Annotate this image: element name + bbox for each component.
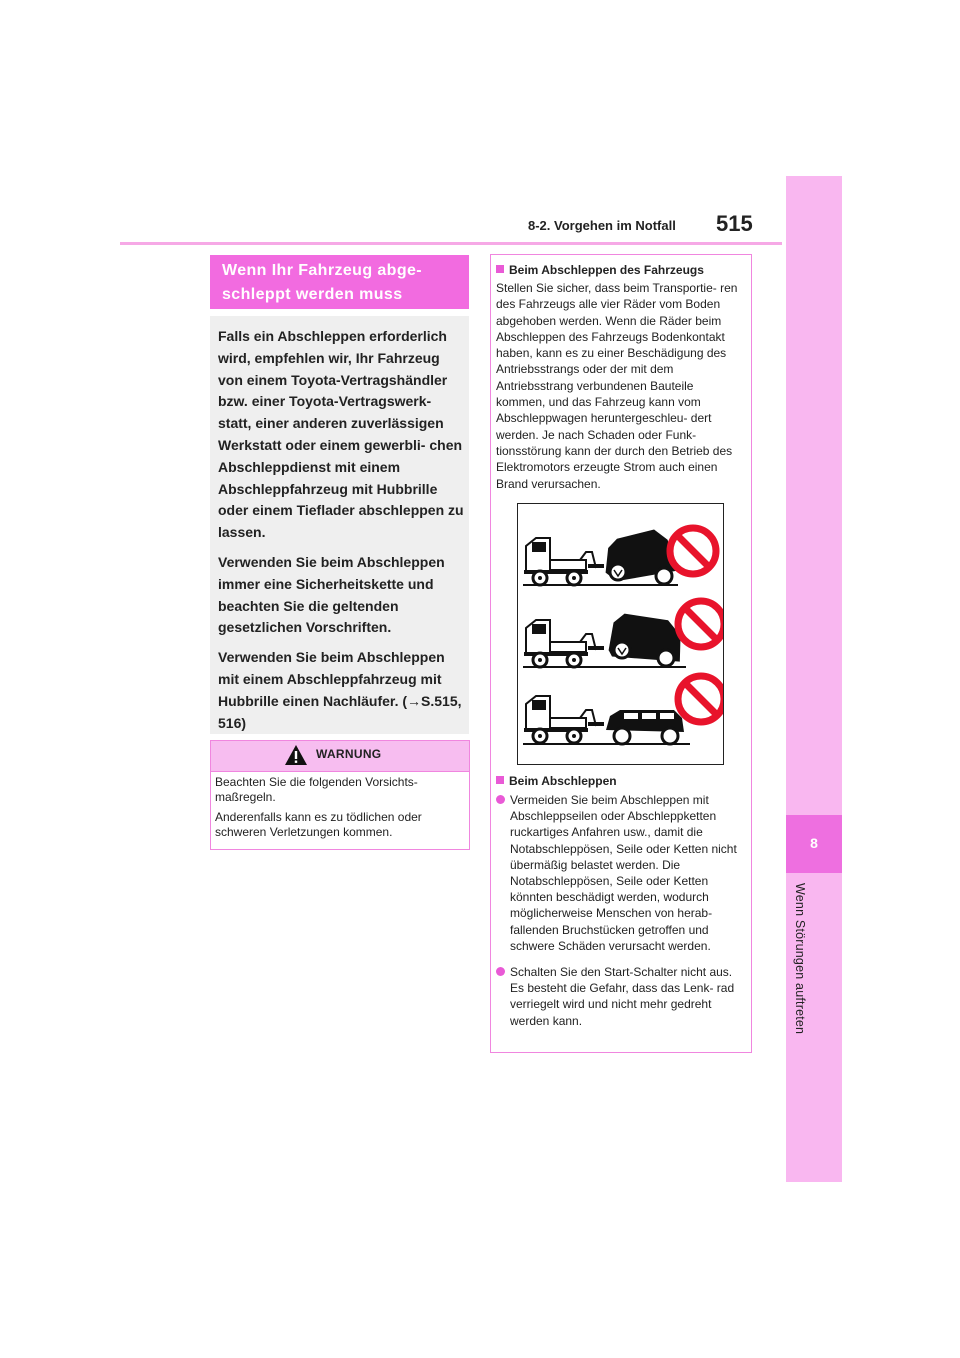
- towing-prohibited-illustration: [517, 503, 724, 765]
- page-number: 515: [716, 211, 753, 236]
- warning-triangle-icon: [284, 744, 308, 766]
- intro-paragraph-1: Falls ein Abschleppen erforderlich wird, empfehlen wir, Ihr Fahrzeug von einem Toyota-Vertragshändler bzw. einer Toyota-Vertragswerk- statt, einer anderen zuverlässigen Werkstatt oder einem gewerbli- chen Abschleppdienst mit einem Abschleppfahrzeug mit Hubbrille oder einem Tieflader abschleppen zu lassen.: [218, 328, 464, 541]
- bullet-item: [496, 964, 746, 1029]
- section-title: Wenn Ihr Fahrzeug abge- schleppt werden muss: [222, 262, 423, 303]
- round-bullet-icon: [496, 967, 505, 976]
- heading-towing: [496, 774, 617, 788]
- bullet-item: [496, 792, 746, 954]
- towing-scene-3: [523, 676, 724, 744]
- towing-scene-2: [523, 601, 724, 667]
- bullet-text: Schalten Sie den Start-Schalter nicht aus.: [510, 965, 733, 979]
- bullet-text-continued: Es besteht die Gefahr, dass das Lenk- rad verriegelt wird und nicht mehr gedreht werden kann.: [510, 981, 735, 1028]
- square-bullet-icon: [496, 265, 504, 273]
- header-divider: [120, 242, 782, 245]
- heading-towing-vehicle-text: Beim Abschleppen des Fahrzeugs: [509, 263, 704, 277]
- intro-text: [218, 326, 466, 742]
- warning-body: [215, 775, 465, 845]
- heading-towing-text: Beim Abschleppen: [509, 774, 617, 788]
- warning-title: WARNUNG: [316, 747, 382, 761]
- towing-scene-1: [523, 527, 716, 585]
- chapter-number: 8: [810, 835, 818, 851]
- chapter-title: Wenn Störungen auftreten: [793, 883, 807, 1035]
- intro-paragraph-3: Verwenden Sie beim Abschleppen mit einem Abschleppfahrzeug mit Hubbrille einen Nachläufer. (→S.515, 516): [218, 649, 462, 731]
- round-bullet-icon: [496, 795, 505, 804]
- towing-vehicle-paragraph: Stellen Sie sicher, dass beim Transportie- ren des Fahrzeugs alle vier Räder vom Boden abgehoben werden. Wenn die Räder beim Abschleppen des Fahrzeugs Bodenkontakt haben, kann es zu einer Beschädigung des Antriebsstrangs oder der mit dem Antriebsstrang verbundenen Bauteile kommen, und das Fahrzeug kann vom Abschleppwagen heruntergeschleu- dert werden. Je nach Schaden oder Funk- tionsstörung kann der durch den Betrieb des Elektromotors erzeugte Strom auch einen Brand verursachen.: [496, 281, 738, 491]
- heading-towing-vehicle: [496, 263, 704, 277]
- warning-paragraph-2: Anderenfalls kann es zu tödlichen oder schweren Verletzungen kommen.: [215, 810, 422, 839]
- square-bullet-icon: [496, 776, 504, 784]
- section-label: 8-2. Vorgehen im Notfall: [528, 218, 676, 233]
- warning-paragraph-1: Beachten Sie die folgenden Vorsichts- maßregeln.: [215, 775, 418, 804]
- intro-paragraph-2: Verwenden Sie beim Abschleppen immer eine Sicherheitskette und beachten Sie die geltenden gesetzlichen Vorschriften.: [218, 553, 445, 636]
- bullet-text: Vermeiden Sie beim Abschleppen mit Abschleppseilen oder Abschleppketten ruckartiges Anfahren usw., damit die Notabschleppösen, Seile oder Ketten nicht übermäßig belastet werden. Die Notabschleppösen, Seile oder Ketten könnten beschädigt werden, wodurch möglicherweise Menschen von herab- fallenden Bruchstücken getroffen und schwere Schäden verursacht werden.: [510, 793, 737, 953]
